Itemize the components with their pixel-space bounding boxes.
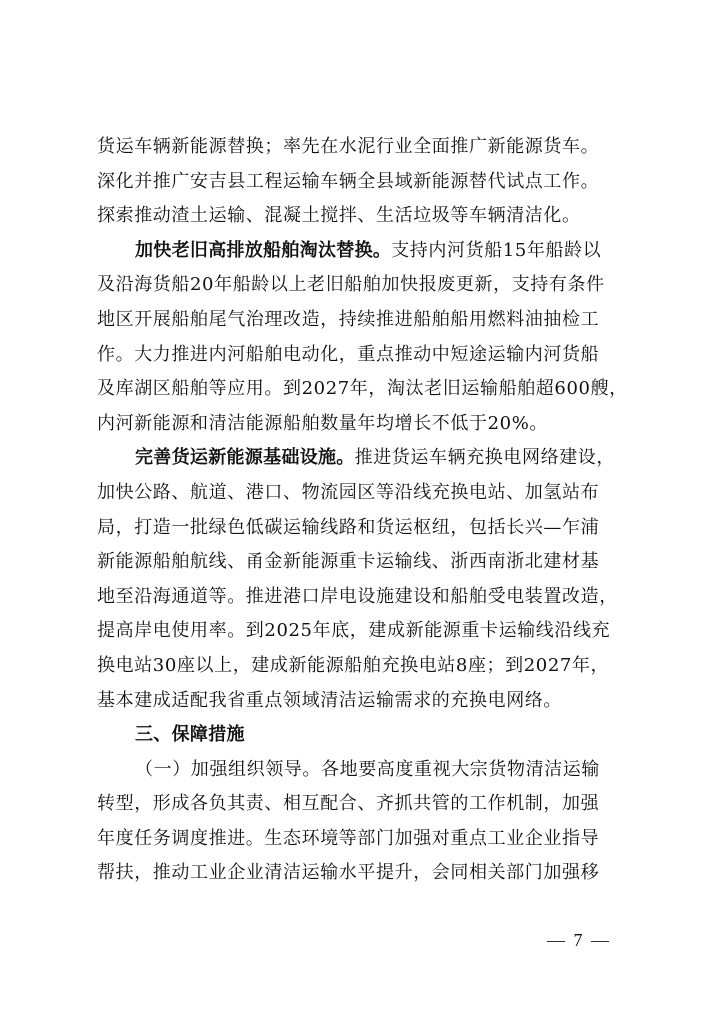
text-line: 地至沿海通道等。推进港口岸电设施建设和船舶受电装置改造，	[97, 585, 618, 607]
text-line: 基本建成适配我省重点领域清洁运输需求的充换电网络。	[97, 689, 562, 711]
paragraph-start: （一）加强组织领导。各地要高度重视大宗货物清洁运输	[135, 758, 600, 780]
text-line: 探索推动渣土运输、混凝土搅拌、生活垃圾等车辆清洁化。	[97, 205, 581, 227]
text-line: 货运车辆新能源替换；率先在水泥行业全面推广新能源货车。	[97, 136, 600, 157]
text-line: 换电站30座以上，建成新能源船舶充换电站8座；到2027年，	[97, 654, 610, 676]
paragraph-start	[97, 234, 627, 269]
text-line: 加快公路、航道、港口、物流园区等沿线充换电站、加氢站布	[97, 481, 600, 503]
text-line: 年度任务调度推进。生态环境等部门加强对重点工业企业指导	[97, 827, 600, 849]
text-line: 局，打造一批绿色低碳运输线路和货运枢纽，包括长兴—乍浦	[97, 516, 600, 538]
text-line: 内河新能源和清洁能源船舶数量年均增长不低于20%。	[97, 412, 549, 434]
page-number: — 7 —	[547, 930, 611, 950]
text-line: 帮扶，推动工业企业清洁运输水平提升，会同相关部门加强移	[97, 862, 600, 884]
text-line: 及库湖区船舶等应用。到2027年，淘汰老旧运输船舶超600艘，	[97, 378, 628, 400]
text-run: 推进货运车辆充换电网络建设，	[354, 447, 616, 469]
text-line: 及沿海货船20年船龄以上老旧船舶加快报废更新，支持有条件	[97, 274, 605, 296]
text-run: 支持内河货船15年船龄以	[391, 239, 602, 261]
paragraph-heading-infrastructure: 完善货运新能源基础设施。	[135, 447, 355, 469]
section-heading: 三、保障措施	[135, 724, 245, 746]
body-text	[97, 130, 627, 891]
text-line: 作。大力推进内河船舶电动化，重点推动中短途运输内河货船	[97, 343, 600, 365]
text-line: 深化并推广安吉县工程运输车辆全县域新能源替代试点工作。	[97, 170, 600, 192]
text-line: 地区开展船舶尾气治理改造，持续推进船舶船用燃料油抽检工	[97, 308, 600, 330]
paragraph-start	[97, 441, 627, 476]
text-line: 提高岸电使用率。到2025年底，建成新能源重卡运输线沿线充	[97, 620, 611, 642]
paragraph-heading-ships: 加快老旧高排放船舶淘汰替换。	[135, 239, 392, 261]
text-line: 新能源船舶航线、甬金新能源重卡运输线、浙西南浙北建材基	[97, 551, 600, 573]
text-line: 转型，形成各负其责、相互配合、齐抓共管的工作机制，加强	[97, 793, 600, 815]
